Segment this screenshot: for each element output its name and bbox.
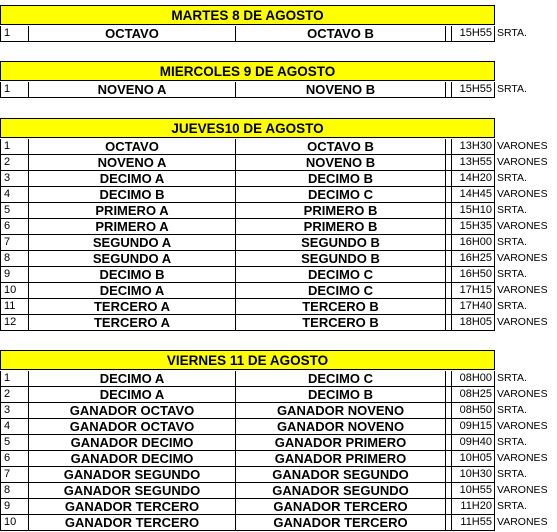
team-b: DECIMO B: [235, 387, 445, 403]
team-a: PRIMERO A: [28, 219, 235, 235]
match-category: SRTA.: [497, 300, 527, 312]
match-time: 17H40: [451, 299, 495, 315]
match-number: 5: [0, 435, 28, 451]
match-category: VARONES: [497, 140, 548, 152]
day-header: MIERCOLES 9 DE AGOSTO: [0, 61, 495, 81]
match-number: 2: [0, 387, 28, 403]
team-a: GANADOR SEGUNDO: [28, 467, 235, 483]
team-b: GANADOR NOVENO: [235, 403, 445, 419]
match-time: 10H30: [451, 467, 495, 483]
team-b: GANADOR PRIMERO: [235, 451, 445, 467]
match-row: [0, 171, 557, 187]
team-a: DECIMO B: [28, 187, 235, 203]
team-a: GANADOR OCTAVO: [28, 403, 235, 419]
match-category: SRTA.: [497, 27, 527, 39]
match-category: VARONES: [497, 452, 548, 464]
match-time: 15H35: [451, 219, 495, 235]
team-b: DECIMO B: [235, 171, 445, 187]
team-b: OCTAVO B: [235, 26, 445, 42]
match-number: 10: [0, 283, 28, 299]
team-a: GANADOR OCTAVO: [28, 419, 235, 435]
match-row: [0, 315, 557, 331]
match-number: 1: [0, 371, 28, 387]
match-time: 15H55: [451, 82, 495, 98]
match-category: SRTA.: [497, 83, 527, 95]
match-number: 2: [0, 155, 28, 171]
match-category: SRTA.: [497, 236, 527, 248]
match-time: 17H15: [451, 283, 495, 299]
match-category: VARONES: [497, 220, 548, 232]
match-category: VARONES: [497, 316, 548, 328]
team-a: DECIMO A: [28, 283, 235, 299]
match-category: SRTA.: [497, 500, 527, 512]
match-row: [0, 467, 557, 483]
match-number: 4: [0, 187, 28, 203]
match-row: [0, 187, 557, 203]
team-b: PRIMERO B: [235, 203, 445, 219]
match-category: SRTA.: [497, 172, 527, 184]
match-time: 16H25: [451, 251, 495, 267]
team-a: GANADOR SEGUNDO: [28, 483, 235, 499]
match-number: 7: [0, 467, 28, 483]
match-time: 09H15: [451, 419, 495, 435]
match-time: 08H50: [451, 403, 495, 419]
team-a: OCTAVO: [28, 139, 235, 155]
match-row: [0, 419, 557, 435]
day-header: MARTES 8 DE AGOSTO: [0, 5, 495, 25]
team-a: NOVENO A: [28, 82, 235, 98]
match-row: [0, 299, 557, 315]
team-a: DECIMO A: [28, 171, 235, 187]
match-row: [0, 235, 557, 251]
team-a: TERCERO A: [28, 315, 235, 331]
match-number: 4: [0, 419, 28, 435]
match-category: SRTA.: [497, 404, 527, 416]
match-number: 9: [0, 499, 28, 515]
match-row: [0, 203, 557, 219]
match-row: [0, 26, 557, 42]
match-row: [0, 155, 557, 171]
team-a: SEGUNDO A: [28, 235, 235, 251]
match-time: 13H55: [451, 155, 495, 171]
team-a: GANADOR TERCERO: [28, 515, 235, 531]
team-b: GANADOR SEGUNDO: [235, 467, 445, 483]
team-a: PRIMERO A: [28, 203, 235, 219]
day-header: JUEVES10 DE AGOSTO: [0, 118, 495, 138]
match-number: 5: [0, 203, 28, 219]
team-b: PRIMERO B: [235, 219, 445, 235]
match-time: 18H05: [451, 315, 495, 331]
match-number: 1: [0, 26, 28, 42]
match-number: 1: [0, 139, 28, 155]
team-b: TERCERO B: [235, 299, 445, 315]
team-b: DECIMO C: [235, 187, 445, 203]
match-category: SRTA.: [497, 204, 527, 216]
team-b: NOVENO B: [235, 82, 445, 98]
match-category: VARONES: [497, 420, 548, 432]
team-a: OCTAVO: [28, 26, 235, 42]
match-time: 15H55: [451, 26, 495, 42]
team-b: GANADOR TERCERO: [235, 499, 445, 515]
team-a: SEGUNDO A: [28, 251, 235, 267]
match-number: 9: [0, 267, 28, 283]
match-number: 3: [0, 171, 28, 187]
match-category: VARONES: [497, 388, 548, 400]
match-time: 16H00: [451, 235, 495, 251]
match-number: 10: [0, 515, 28, 531]
match-row: [0, 403, 557, 419]
match-number: 11: [0, 299, 28, 315]
match-category: SRTA.: [497, 436, 527, 448]
team-a: TERCERO A: [28, 299, 235, 315]
match-category: SRTA.: [497, 268, 527, 280]
team-b: GANADOR SEGUNDO: [235, 483, 445, 499]
team-a: GANADOR DECIMO: [28, 451, 235, 467]
match-time: 08H25: [451, 387, 495, 403]
team-a: GANADOR DECIMO: [28, 435, 235, 451]
team-b: GANADOR NOVENO: [235, 419, 445, 435]
team-a: DECIMO A: [28, 387, 235, 403]
match-time: 10H05: [451, 451, 495, 467]
match-row: [0, 387, 557, 403]
match-time: 14H45: [451, 187, 495, 203]
match-row: [0, 251, 557, 267]
team-b: GANADOR TERCERO: [235, 515, 445, 531]
match-row: [0, 515, 557, 531]
team-b: SEGUNDO B: [235, 251, 445, 267]
match-time: 11H55: [451, 515, 495, 531]
match-category: VARONES: [497, 252, 548, 264]
team-b: DECIMO C: [235, 267, 445, 283]
team-b: TERCERO B: [235, 315, 445, 331]
team-a: GANADOR TERCERO: [28, 499, 235, 515]
match-row: [0, 451, 557, 467]
match-time: 14H20: [451, 171, 495, 187]
match-number: 6: [0, 219, 28, 235]
team-b: GANADOR PRIMERO: [235, 435, 445, 451]
match-row: [0, 139, 557, 155]
match-category: VARONES: [497, 516, 548, 528]
match-time: 15H10: [451, 203, 495, 219]
match-number: 3: [0, 403, 28, 419]
match-category: VARONES: [497, 284, 548, 296]
match-category: VARONES: [497, 484, 548, 496]
match-row: [0, 219, 557, 235]
team-a: DECIMO A: [28, 371, 235, 387]
match-number: 12: [0, 315, 28, 331]
match-time: 13H30: [451, 139, 495, 155]
match-time: 10H55: [451, 483, 495, 499]
match-row: [0, 499, 557, 515]
team-a: NOVENO A: [28, 155, 235, 171]
match-row: [0, 283, 557, 299]
team-b: OCTAVO B: [235, 139, 445, 155]
match-row: [0, 435, 557, 451]
team-b: NOVENO B: [235, 155, 445, 171]
team-b: SEGUNDO B: [235, 235, 445, 251]
team-a: DECIMO B: [28, 267, 235, 283]
match-number: 6: [0, 451, 28, 467]
match-row: [0, 371, 557, 387]
match-number: 1: [0, 82, 28, 98]
match-number: 8: [0, 251, 28, 267]
team-b: DECIMO C: [235, 371, 445, 387]
match-time: 09H40: [451, 435, 495, 451]
match-row: [0, 82, 557, 98]
match-time: 08H00: [451, 371, 495, 387]
match-category: SRTA.: [497, 372, 527, 384]
match-category: SRTA.: [497, 468, 527, 480]
match-time: 16H50: [451, 267, 495, 283]
match-number: 8: [0, 483, 28, 499]
match-row: [0, 483, 557, 499]
day-header: VIERNES 11 DE AGOSTO: [0, 350, 495, 370]
match-number: 7: [0, 235, 28, 251]
match-category: VARONES: [497, 156, 548, 168]
team-b: DECIMO C: [235, 283, 445, 299]
match-row: [0, 267, 557, 283]
match-time: 11H20: [451, 499, 495, 515]
match-category: VARONES: [497, 188, 548, 200]
